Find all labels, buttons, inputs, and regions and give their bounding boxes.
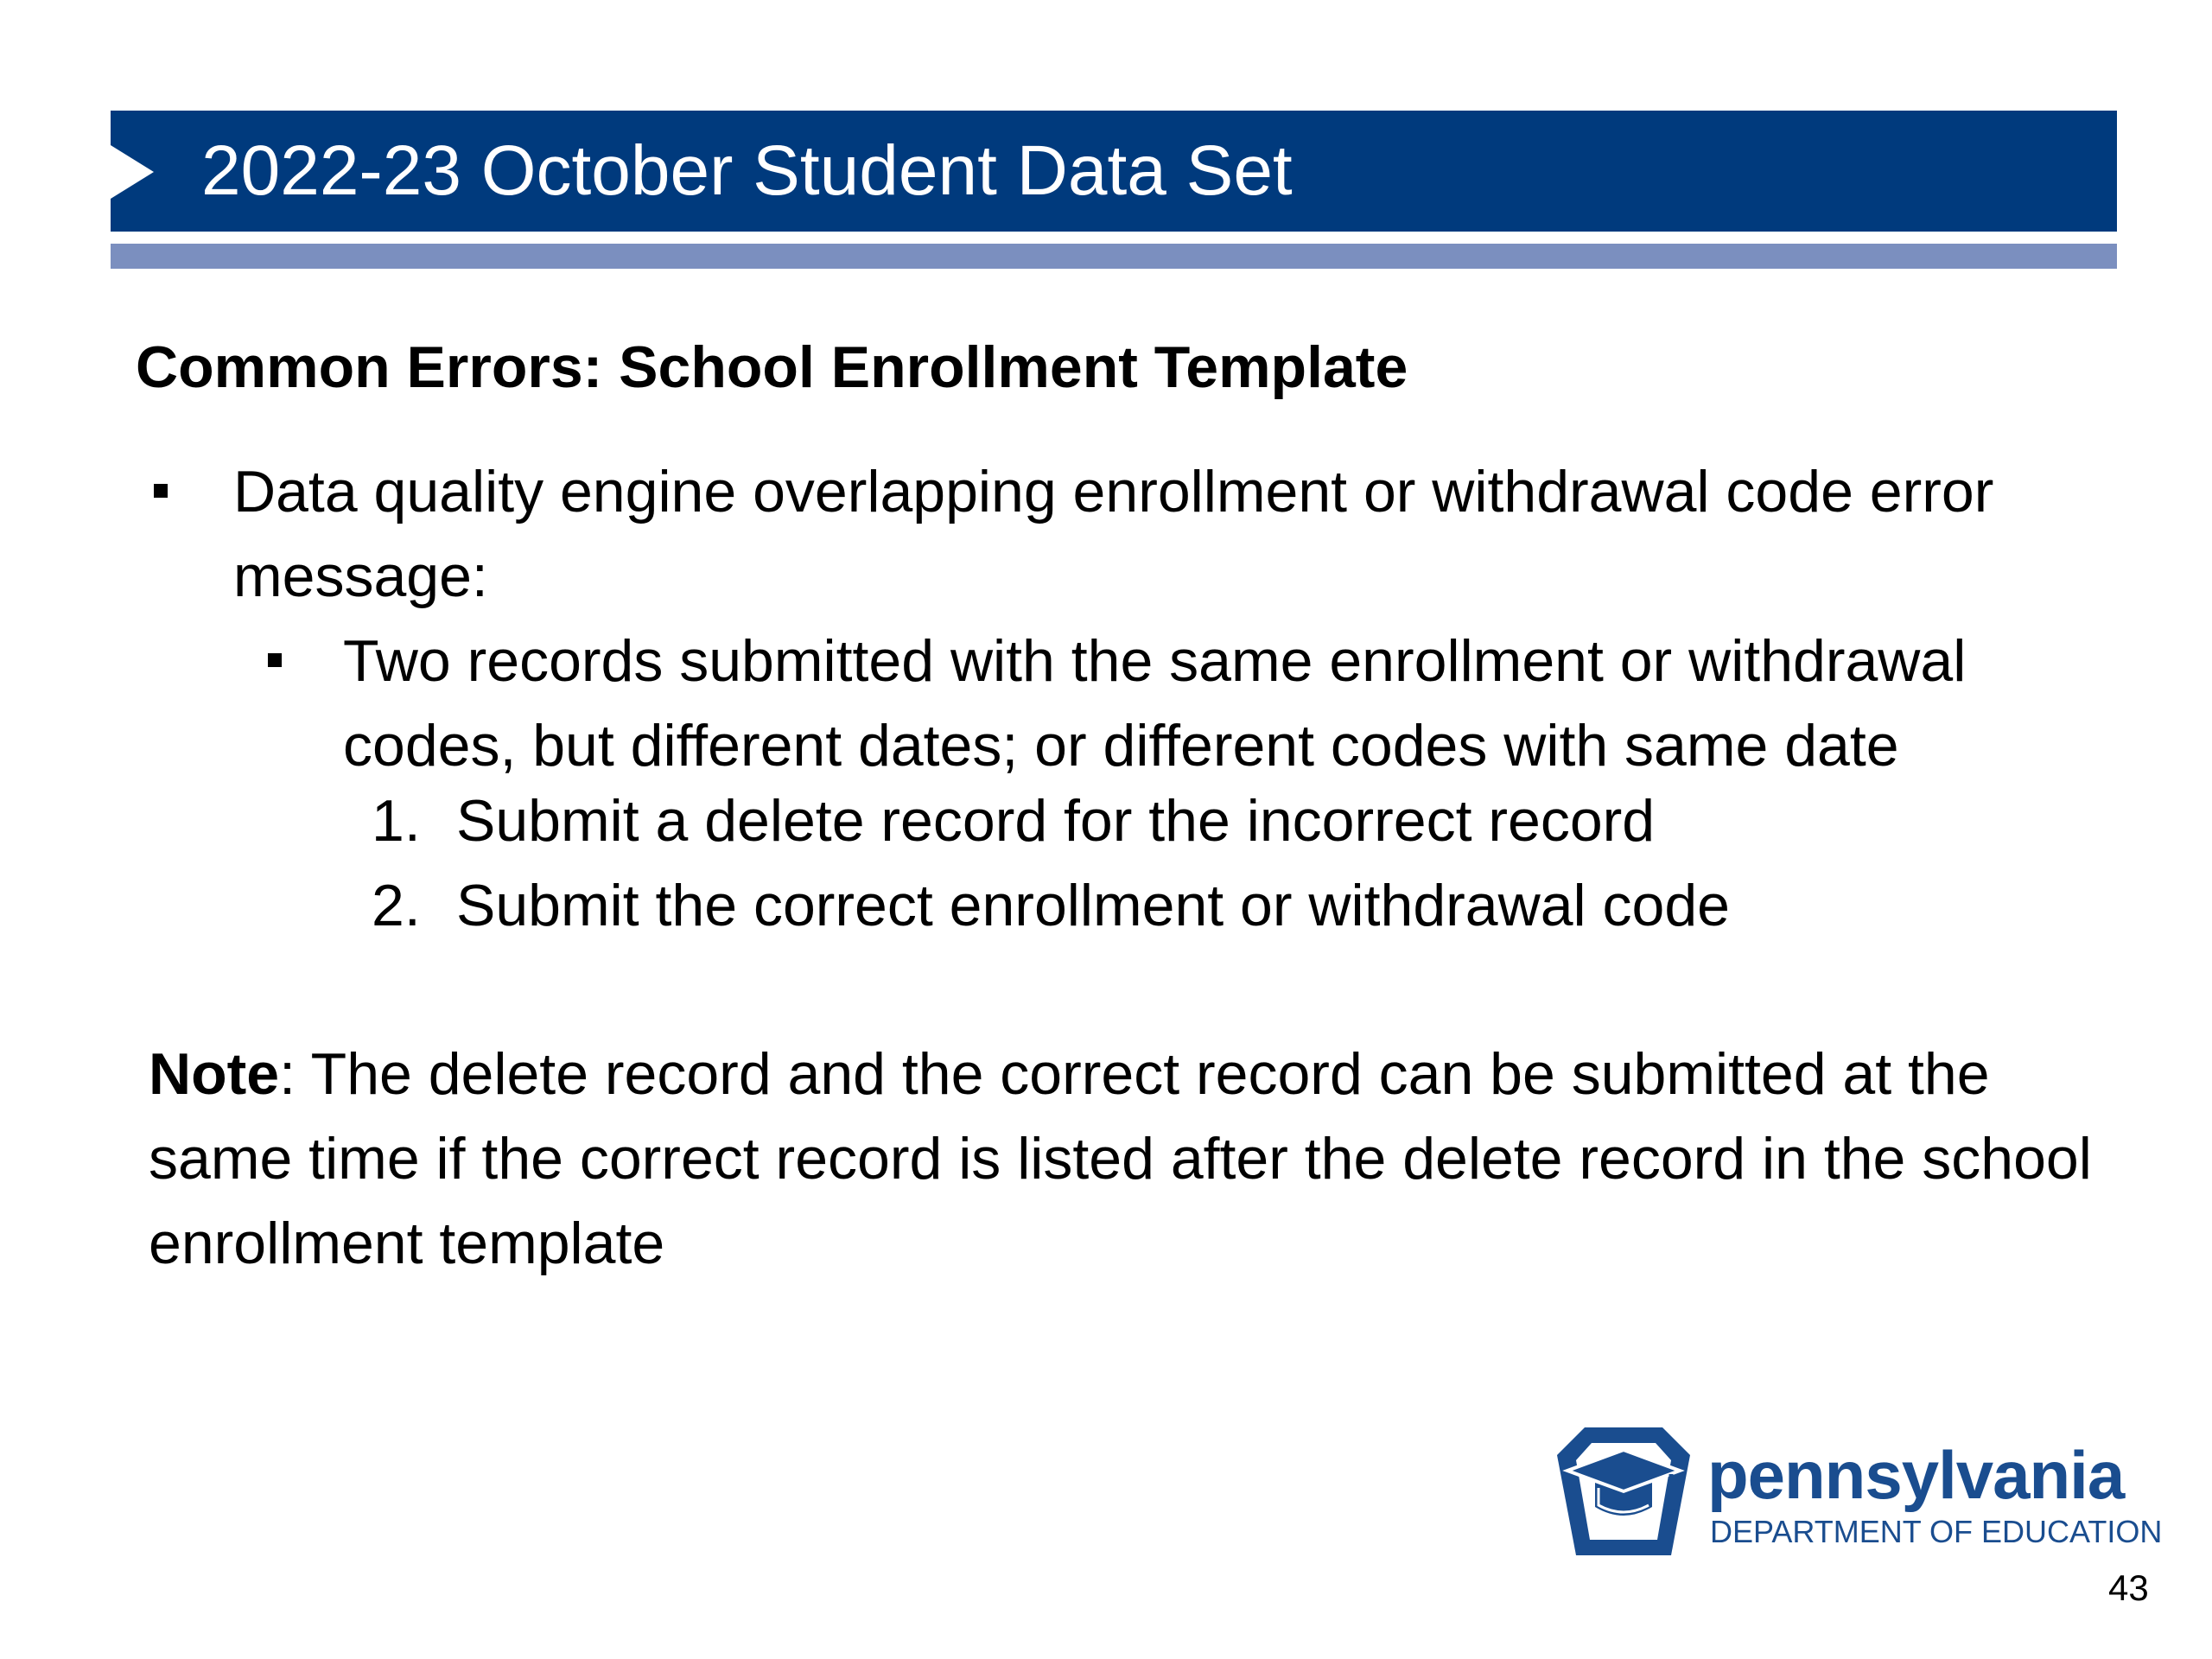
note-label: Note [149, 1041, 280, 1107]
step-text: Submit the correct enrollment or withdrawal code [456, 873, 1730, 938]
page-title: 2022-23 October Student Data Set [201, 131, 1293, 210]
step-number: 1. [372, 788, 421, 854]
numbered-step [372, 863, 1730, 948]
logo-department: DEPARTMENT OF EDUCATION [1710, 1514, 2163, 1549]
title-arrow-icon [111, 145, 154, 199]
bullet-text: Data quality engine overlapping enrollment or withdrawal code error message: [233, 459, 1994, 609]
slide-subtitle: Common Errors: School Enrollment Template [136, 334, 1408, 400]
square-bullet-icon [154, 484, 168, 498]
note-paragraph [149, 1032, 2101, 1286]
page-number: 43 [2108, 1567, 2149, 1608]
logo-name: pennsylvania [1707, 1437, 2125, 1513]
bullet-text: Two records submitted with the same enrollment or withdrawal codes, but different dates; or different codes with same date [343, 628, 1967, 779]
step-number: 2. [372, 873, 421, 938]
note-text: : The delete record and the correct record can be submitted at the same time if the correct record is listed after the delete record in the school enrollment template [149, 1041, 2092, 1276]
step-text: Submit a delete record for the incorrect record [456, 788, 1656, 854]
numbered-step [372, 779, 1655, 863]
title-underline [111, 244, 2117, 269]
square-bullet-icon [268, 653, 282, 667]
keystone-graduation-cap-icon [1550, 1417, 1697, 1564]
pa-education-logo [1550, 1417, 2163, 1564]
